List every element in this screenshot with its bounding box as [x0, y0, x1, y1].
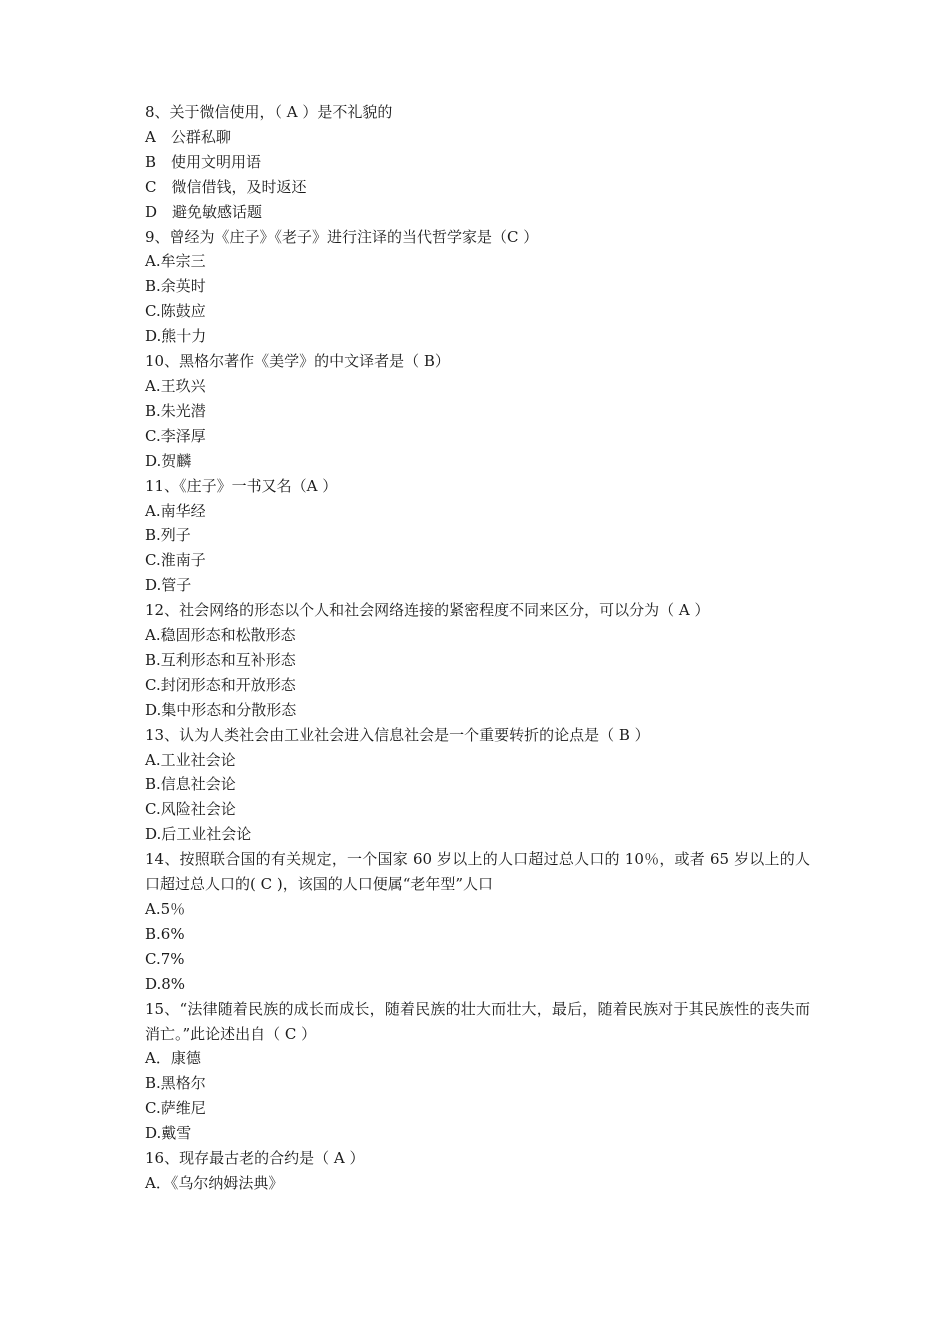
- question-text: 8、关于微信使用，（ A ）是不礼貌的: [145, 103, 393, 121]
- question-text: 13、认为人类社会由工业社会进入信息社会是一个重要转折的论点是（ B ）: [145, 725, 650, 744]
- question-8: [145, 100, 810, 225]
- option-d: D 避免敏感话题: [145, 202, 263, 221]
- option-d: D.熊十力: [145, 327, 207, 346]
- option-c: C.李泽厚: [145, 426, 206, 445]
- option-b: B.信息社会论: [145, 775, 236, 794]
- question-text: 12、社会网络的形态以个人和社会网络连接的紧密程度不同来区分，可以分为（ A ）: [145, 601, 710, 620]
- option-d: D.8%: [145, 974, 186, 993]
- option-c: C.7%: [145, 949, 185, 968]
- question-text: 16、现存最古老的合约是（ A ）: [145, 1149, 365, 1168]
- option-c: C.萨维尼: [145, 1099, 206, 1118]
- question-text: 15、“法律随着民族的成长而成长，随着民族的壮大而壮大，最后，随着民族对于其民族性的丧失而消亡。”此论述出自（ C ）: [145, 999, 810, 1043]
- question-11: [145, 474, 810, 599]
- question-12: [145, 598, 810, 723]
- option-b: B.朱光潜: [145, 401, 206, 420]
- question-text: 11、《庄子》一书又名（A ）: [145, 476, 338, 495]
- option-b: B.列子: [145, 526, 191, 545]
- option-d: D.后工业社会论: [145, 825, 252, 844]
- option-b: B.6%: [145, 924, 185, 943]
- option-d: D.管子: [145, 576, 192, 595]
- question-13: [145, 723, 810, 848]
- option-a: A.王玖兴: [145, 376, 206, 395]
- option-b: B.余英时: [145, 277, 206, 296]
- option-a: A.5％: [145, 900, 186, 918]
- option-c: C.陈鼓应: [145, 302, 206, 321]
- option-a: A．《乌尔纳姆法典》: [145, 1173, 284, 1192]
- option-b: B 使用文明用语: [145, 152, 262, 171]
- option-a: A.工业社会论: [145, 750, 236, 769]
- option-d: D.集中形态和分散形态: [145, 700, 297, 719]
- question-text: 9、曾经为《庄子》《老子》进行注译的当代哲学家是（C ）: [145, 227, 539, 246]
- question-9: [145, 225, 810, 350]
- option-a: A．康德: [145, 1049, 201, 1068]
- option-c: C.封闭形态和开放形态: [145, 675, 296, 694]
- question-16: [145, 1146, 810, 1196]
- question-15: [145, 997, 810, 1146]
- option-a: A.南华经: [145, 501, 206, 520]
- option-d: D.戴雪: [145, 1124, 192, 1143]
- question-text: 14、按照联合国的有关规定，一个国家 60 岁以上的人口超过总人口的 10％，或者 65 岁以上的人口超过总人口的( C )，该国的人口便属“老年型”人口: [145, 850, 810, 894]
- question-text: 10、黑格尔著作《美学》的中文译者是（ B）: [145, 352, 450, 371]
- question-10: [145, 349, 810, 474]
- option-b: B.黑格尔: [145, 1074, 206, 1093]
- question-14: [145, 847, 810, 996]
- option-a: A 公群私聊: [145, 127, 231, 146]
- option-d: D.贺麟: [145, 451, 192, 470]
- option-c: C 微信借钱，及时返还: [145, 177, 307, 196]
- option-c: C.淮南子: [145, 551, 206, 570]
- option-a: A.稳固形态和松散形态: [145, 626, 296, 645]
- document-page: [145, 100, 810, 1196]
- option-a: A.牟宗三: [145, 252, 206, 271]
- option-b: B.互利形态和互补形态: [145, 650, 296, 669]
- option-c: C.风险社会论: [145, 800, 236, 819]
